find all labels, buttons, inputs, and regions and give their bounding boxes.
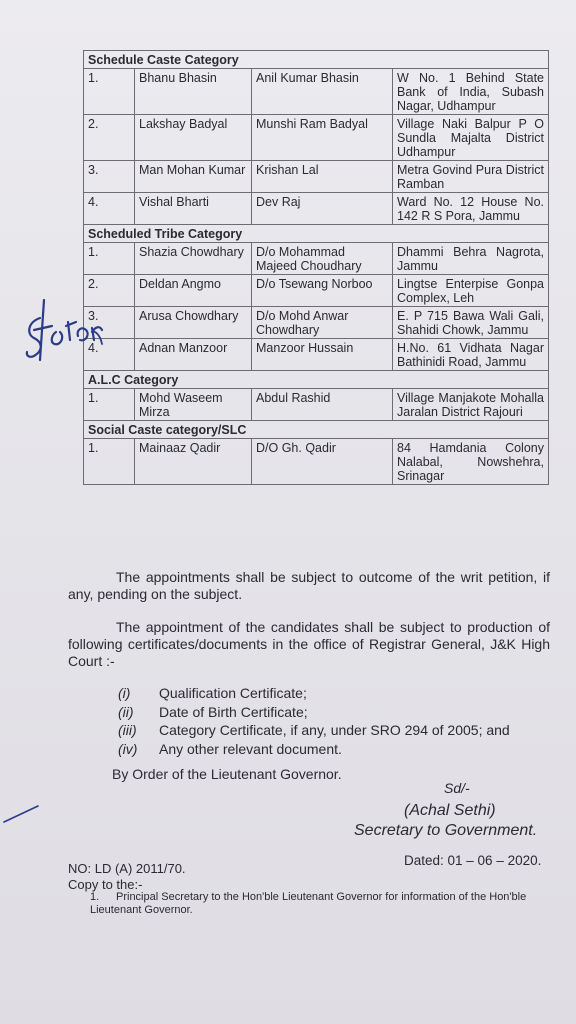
certificate-text: Any other relevant document. — [159, 740, 342, 757]
parent-name: D/o Tsewang Norboo — [252, 275, 393, 307]
parent-name: Munshi Ram Badyal — [252, 115, 393, 161]
parent-name: Manzoor Hussain — [252, 339, 393, 371]
candidate-name: Deldan Angmo — [135, 275, 252, 307]
candidate-name: Bhanu Bhasin — [135, 69, 252, 115]
certificate-numeral: (iv) — [118, 740, 138, 757]
certificate-item — [118, 684, 510, 703]
candidate-name: Mainaaz Qadir — [135, 439, 252, 485]
candidate-address: Village Manjakote Mohalla Jaralan District Rajouri — [393, 389, 549, 421]
serial-number: 1. — [84, 389, 135, 421]
category-header-row — [84, 371, 549, 389]
writ-petition-paragraph — [68, 569, 550, 603]
serial-number: 1. — [84, 243, 135, 275]
serial-number: 3. — [84, 161, 135, 193]
candidate-name: Arusa Chowdhary — [135, 307, 252, 339]
candidate-row — [84, 439, 549, 485]
certificate-numeral: (iii) — [118, 722, 137, 738]
candidate-row — [84, 275, 549, 307]
candidate-row — [84, 243, 549, 275]
serial-number: 2. — [84, 115, 135, 161]
margin-pen-stroke — [4, 806, 38, 822]
order-number: NO: LD (A) 2011/70. — [68, 861, 186, 876]
parent-name: Dev Raj — [252, 193, 393, 225]
certificate-numeral: (i) — [118, 685, 131, 701]
order-line: By Order of the Lieutenant Governor. — [112, 766, 342, 782]
order-date: Dated: 01 – 06 – 2020. — [404, 853, 542, 868]
certificate-numeral: (ii) — [118, 703, 134, 720]
category-header-row — [84, 421, 549, 439]
certificate-text: Category Certificate, if any, under SRO 294 of 2005; and — [159, 722, 510, 738]
serial-number: 3. — [84, 307, 135, 339]
certificate-item — [118, 721, 510, 740]
signatory-name: (Achal Sethi) — [404, 802, 496, 819]
writ-petition-text: The appointments shall be subject to outcome of the writ petition, if any, pending on the subject. — [68, 569, 550, 602]
candidate-row — [84, 389, 549, 421]
candidate-name: Vishal Bharti — [135, 193, 252, 225]
candidate-address: 84 Hamdania Colony Nalabal, Nowshehra, Srinagar — [393, 439, 549, 485]
copy-to-item-text: Principal Secretary to the Hon'ble Lieutenant Governor for information of the Hon'ble Lieutenant Governor. — [90, 891, 527, 916]
parent-name: Anil Kumar Bhasin — [252, 69, 393, 115]
certificate-item — [118, 740, 510, 759]
serial-number: 4. — [84, 339, 135, 371]
candidate-row — [84, 193, 549, 225]
candidate-address: Ward No. 12 House No. 142 R S Pora, Jammu — [393, 193, 549, 225]
candidate-address: Dhammi Behra Nagrota, Jammu — [393, 243, 549, 275]
candidates-table-body — [84, 51, 549, 485]
serial-number: 1. — [84, 69, 135, 115]
candidate-row — [84, 339, 549, 371]
parent-name: Abdul Rashid — [252, 389, 393, 421]
category-title: A.L.C Category — [84, 371, 549, 389]
category-title: Scheduled Tribe Category — [84, 225, 549, 243]
candidates-table — [83, 50, 549, 485]
serial-number: 4. — [84, 193, 135, 225]
candidate-address: W No. 1 Behind State Bank of India, Subash Nagar, Udhampur — [393, 69, 549, 115]
candidate-address: Metra Govind Pura District Ramban — [393, 161, 549, 193]
copy-to-heading: Copy to the:- — [68, 877, 143, 892]
signature-sd: Sd/- — [444, 780, 470, 796]
documents-paragraph — [68, 619, 550, 670]
candidate-row — [84, 161, 549, 193]
parent-name: D/o Mohd Anwar Chowdhary — [252, 307, 393, 339]
parent-name: Krishan Lal — [252, 161, 393, 193]
candidate-address: Lingtse Enterpise Gonpa Complex, Leh — [393, 275, 549, 307]
category-title: Social Caste category/SLC — [84, 421, 549, 439]
candidate-row — [84, 115, 549, 161]
documents-text: The appointment of the candidates shall be subject to production of following certificates/documents in the office of Registrar General, J&K High Court :- — [68, 619, 550, 669]
parent-name: D/o Mohammad Majeed Choudhary — [252, 243, 393, 275]
category-title: Schedule Caste Category — [84, 51, 549, 69]
serial-number: 1. — [84, 439, 135, 485]
candidate-name: Adnan Manzoor — [135, 339, 252, 371]
certificate-item — [118, 703, 510, 722]
candidate-row — [84, 69, 549, 115]
category-header-row — [84, 51, 549, 69]
certificate-text: Qualification Certificate; — [159, 685, 307, 701]
candidate-address: Village Naki Balpur P O Sundla Majalta District Udhampur — [393, 115, 549, 161]
certificate-list — [118, 684, 510, 758]
copy-to-item-number: 1. — [90, 891, 100, 903]
category-header-row — [84, 225, 549, 243]
copy-to-item — [90, 891, 568, 917]
candidate-address: H.No. 61 Vidhata Nagar Bathinidi Road, Jammu — [393, 339, 549, 371]
candidate-name: Man Mohan Kumar — [135, 161, 252, 193]
candidate-row — [84, 307, 549, 339]
candidate-name: Shazia Chowdhary — [135, 243, 252, 275]
candidate-address: E. P 715 Bawa Wali Gali, Shahidi Chowk, Jammu — [393, 307, 549, 339]
candidate-name: Mohd Waseem Mirza — [135, 389, 252, 421]
signatory-title: Secretary to Government. — [354, 822, 538, 839]
parent-name: D/O Gh. Qadir — [252, 439, 393, 485]
candidate-name: Lakshay Badyal — [135, 115, 252, 161]
serial-number: 2. — [84, 275, 135, 307]
certificate-text: Date of Birth Certificate; — [159, 703, 308, 720]
